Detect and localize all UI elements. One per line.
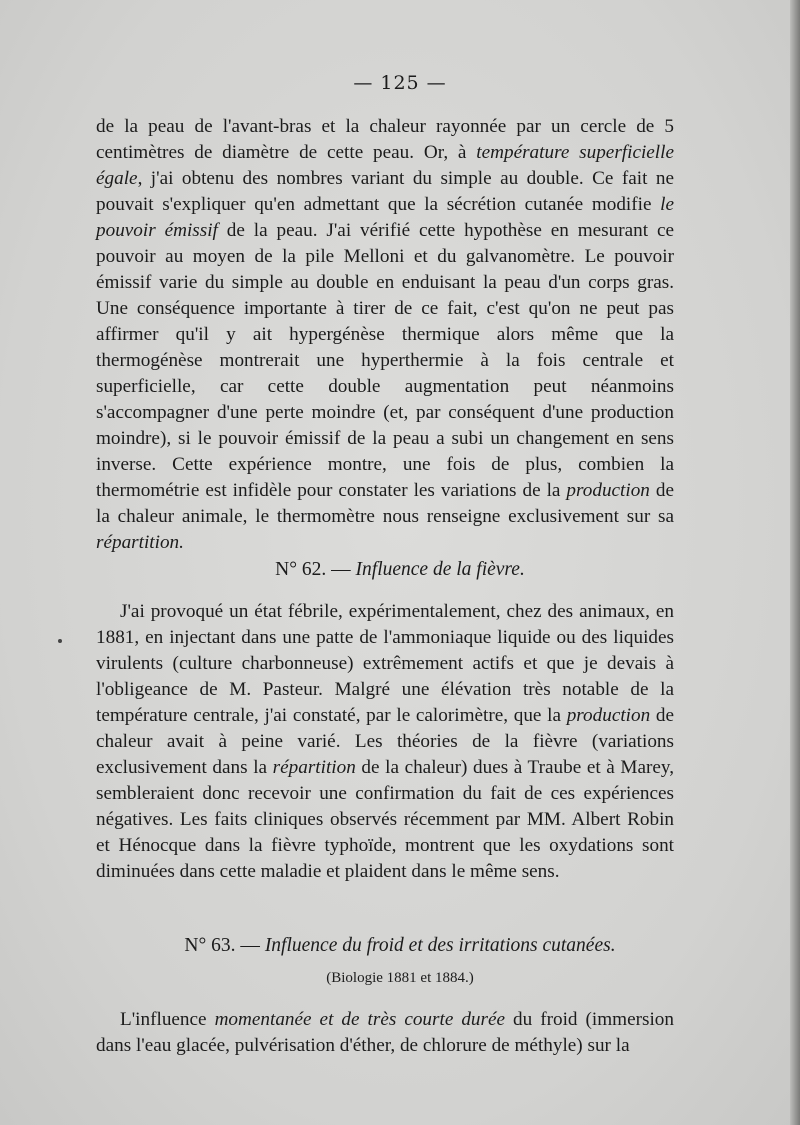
section-heading-63 — [0, 935, 800, 957]
section-source: (Biologie 1881 et 1884.) — [326, 970, 474, 986]
section-number: N° 62. — — [275, 559, 356, 580]
margin-mark — [58, 639, 62, 643]
paragraph-cold: L'influence momentanée et de très courte durée du froid (immersion dans l'eau glacée, pulvérisation d'éther, de chlorure de méthyle) sur la — [96, 1009, 674, 1056]
paragraph-emissive-power: de la peau de l'avant-bras et la chaleur rayonnée par un cercle de 5 centimètres de diamètre de cette peau. Or, à température superficielle égale, j'ai obtenu des nombres variant du simple au double. Ce fait ne pouvait s'expliquer qu'en admettant que la sécrétion cutanée modifie le pouvoir émissif de la peau. J'ai vérifié cette hypothèse en mesurant ce pouvoir au moyen de la pile Melloni et du galvanomètre. Le pouvoir émissif varie du simple au double en enduisant la peau d'un corps gras. Une conséquence importante à tirer de ce fait, c'est qu'on ne peut pas affirmer qu'il y ait hypergénèse thermique alors même que la thermogénèse montrerait une hyperthermie à la fois centrale et superficielle, car cette double augmentation peut néanmoins s'accompagner d'une perte moindre (et, par conséquent d'une production moindre), si le pouvoir émissif de la peau a subi un changement en sens inverse. Cette expérience montre, une fois de plus, combien la thermométrie est infidèle pour constater les variations de la production de la chaleur animale, le thermomètre nous renseigne exclusivement sur sa répartition. — [96, 116, 674, 553]
section-title: Influence du froid et des irritations cutanées. — [264, 935, 616, 956]
section-title: Influence de la fièvre. — [355, 559, 525, 580]
paragraph-fever: J'ai provoqué un état fébrile, expérimentalement, chez des animaux, en 1881, en injectant dans une patte de l'ammoniaque liquide ou des liquides virulents (culture charbonneuse) extrêmement actifs et que je devais à l'obligeance de M. Pasteur. Malgré une élévation très notable de la température centrale, j'ai constaté, par le calorimètre, que la production de chaleur avait à peine varié. Les théories de la fièvre (variations exclusivement dans la répartition de la chaleur) dues à Traube et à Marey, sembleraient donc recevoir une confirmation du fait de ces expériences négatives. Les faits cliniques observés récemment par MM. Albert Robin et Hénocque dans la fièvre typhoïde, montrent que les oxydations sont diminuées dans cette maladie et plaident dans le même sens. — [96, 601, 675, 882]
section-number: N° 63. — — [184, 935, 265, 956]
page-number: — 125 — — [353, 72, 447, 94]
section-heading-62 — [0, 559, 800, 581]
